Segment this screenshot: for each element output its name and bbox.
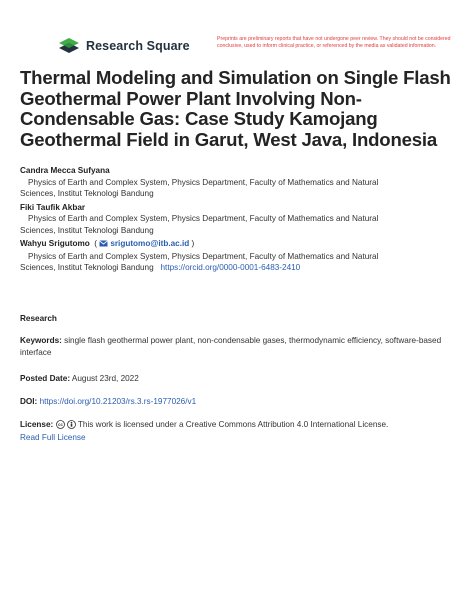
author-affiliation-cont: Sciences, Institut Teknologi Bandung xyxy=(20,189,154,198)
author-entry xyxy=(20,202,460,237)
posted-date-value: August 23rd, 2022 xyxy=(71,374,139,383)
brand-name: Research Square xyxy=(86,39,190,53)
posted-date-label: Posted Date: xyxy=(20,374,71,383)
author-name: Candra Mecca Sufyana xyxy=(20,166,110,175)
paper-title: Thermal Modeling and Simulation on Single Flash Geothermal Power Plant Involving Non-Condensable Gas: Case Study Kamojang Geothermal Field in Garut, West Java, Indonesia xyxy=(20,67,451,150)
author-affiliation-cont: Sciences, Institut Teknologi Bandung xyxy=(20,225,154,235)
research-square-logo[interactable] xyxy=(57,36,190,56)
affiliation-text: Sciences, Institut Teknologi Bandung xyxy=(20,263,154,272)
article-type-label: Research xyxy=(20,314,57,323)
author-entry xyxy=(20,165,460,200)
author-affiliation: Physics of Earth and Complex System, Physics Department, Faculty of Mathematics and Natural xyxy=(28,251,379,261)
email-wrapper: ( srigutomo@itb.ac.id ) xyxy=(92,239,194,248)
envelope-icon xyxy=(99,239,108,251)
svg-text:cc: cc xyxy=(57,421,63,427)
author-entry xyxy=(20,238,460,274)
research-square-logo-icon xyxy=(57,36,81,56)
article-type xyxy=(20,313,460,325)
doi-label: DOI: xyxy=(20,397,38,406)
license-section xyxy=(20,419,460,444)
keywords-label: Keywords: xyxy=(20,336,62,345)
license-label: License: xyxy=(20,420,54,429)
corresponding-author-line xyxy=(20,238,460,251)
author-affiliation: Physics of Earth and Complex System, Physics Department, Faculty of Mathematics and Natural xyxy=(28,177,379,187)
posted-date-section xyxy=(20,373,460,385)
preprint-disclaimer: Preprints are preliminary reports that have not undergone peer review. They should not be considered conclusive, used to inform clinical practice, or referenced by the media as validated information. xyxy=(217,36,451,49)
doi-section xyxy=(20,396,460,408)
author-affiliation-cont xyxy=(20,262,460,274)
author-affiliation: Physics of Earth and Complex System, Physics Department, Faculty of Mathematics and Natural xyxy=(28,214,379,223)
keywords-section xyxy=(20,335,460,358)
keywords-text: single flash geothermal power plant, non-condensable gases, thermodynamic efficiency, software-based interface xyxy=(20,336,442,357)
doi-link[interactable]: https://doi.org/10.21203/rs.3.rs-1977026/v1 xyxy=(39,397,197,406)
author-list xyxy=(20,165,460,276)
creative-commons-icon xyxy=(56,420,65,433)
license-text: This work is licensed under a Creative Commons Attribution 4.0 International License. xyxy=(77,420,389,429)
read-full-license-link[interactable]: Read Full License xyxy=(20,433,86,442)
orcid-link[interactable]: https://orcid.org/0000-0001-6483-2410 xyxy=(160,263,301,272)
author-name: Wahyu Srigutomo xyxy=(20,239,90,248)
author-email-link[interactable]: srigutomo@itb.ac.id xyxy=(110,239,190,248)
attribution-icon xyxy=(67,420,76,433)
author-name: Fiki Taufik Akbar xyxy=(20,202,86,212)
